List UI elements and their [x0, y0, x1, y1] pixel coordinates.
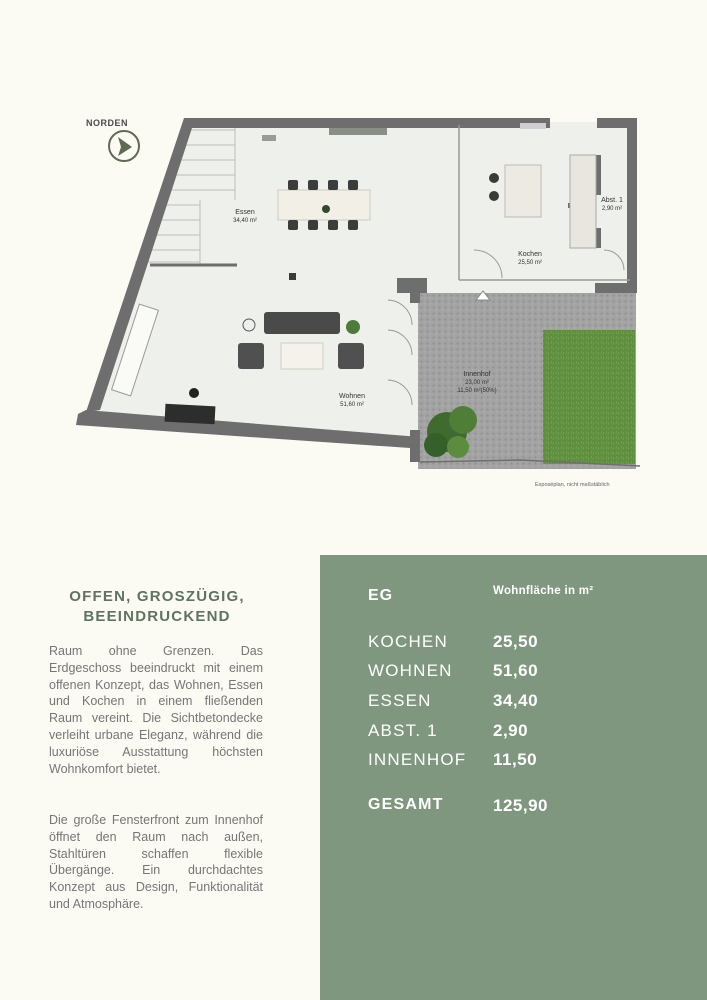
area-row-name: WOHNEN [368, 661, 453, 680]
area-table-panel [320, 555, 707, 1000]
area-row-value: 11,50 [493, 750, 538, 769]
room-area-kochen: 25,50 m² [518, 260, 542, 266]
area-row-name: INNENHOF [368, 750, 467, 769]
section-heading [48, 587, 266, 627]
area-row-value: 25,50 [493, 632, 539, 651]
area-row-essen [368, 691, 668, 715]
heading-line-2: BEEINDRUCKEND [83, 608, 231, 625]
description-paragraph-2: Die große Fensterfront zum Innenhof öffnet den Raum nach außen, Stahltüren schaffen flexible Übergänge. Ein durchdachtes Konzept aus Design, Funktionalität und Atmosphäre. [49, 813, 263, 911]
room-label-wohnen: Wohnen [339, 393, 365, 400]
room-label-innenhof: Innenhof [463, 371, 491, 378]
area-row-name: KOCHEN [368, 632, 448, 651]
unit-header: Wohnfläche in m² [493, 585, 594, 597]
room-area-abst: 2,90 m² [601, 206, 623, 212]
room-label-kochen: Kochen [518, 251, 542, 258]
area-row-total [368, 796, 668, 820]
area-row-wohnen [368, 661, 668, 685]
north-label: NORDEN [86, 118, 129, 128]
heading-line-1: OFFEN, GROSZÜGIG, [69, 588, 245, 605]
area-row-value: 51,60 [493, 661, 539, 680]
area-row-value: 2,90 [493, 721, 529, 740]
area-row-value: 34,40 [493, 691, 539, 710]
description-paragraph-1: Raum ohne Grenzen. Das Erdgeschoss beeindruckt mit einem offenen Konzept, das Wohnen, Essen und Kochen in einem fließenden Raum vereint. Die Sichtbetondecke verleiht urbane Eleganz, während die luxuriöse Ausstattung höchsten Wohnkomfort bietet. [49, 644, 263, 776]
area-row-name: ESSEN [368, 691, 432, 710]
area-row-innenhof [368, 750, 668, 774]
room-area-wohnen: 51,60 m² [340, 402, 364, 408]
room-area-essen: 34,40 m² [233, 218, 257, 224]
room-area-innenhof-half: 11,50 m²(50%) [457, 388, 497, 394]
room-label-essen: Essen [235, 209, 255, 216]
plan-caption: Exposéplan, nicht maßstäblich [535, 482, 610, 488]
floor-label: EG [368, 587, 394, 604]
area-row-name: ABST. 1 [368, 721, 438, 740]
room-area-innenhof: 23,00 m² [465, 380, 489, 386]
lawn [543, 330, 635, 464]
area-row-abst [368, 721, 668, 745]
total-value: 125,90 [493, 796, 548, 815]
compass-icon [109, 131, 139, 161]
room-label-abst: Abst. 1 [601, 197, 623, 204]
total-label: GESAMT [368, 796, 444, 813]
area-row-kochen [368, 632, 668, 656]
